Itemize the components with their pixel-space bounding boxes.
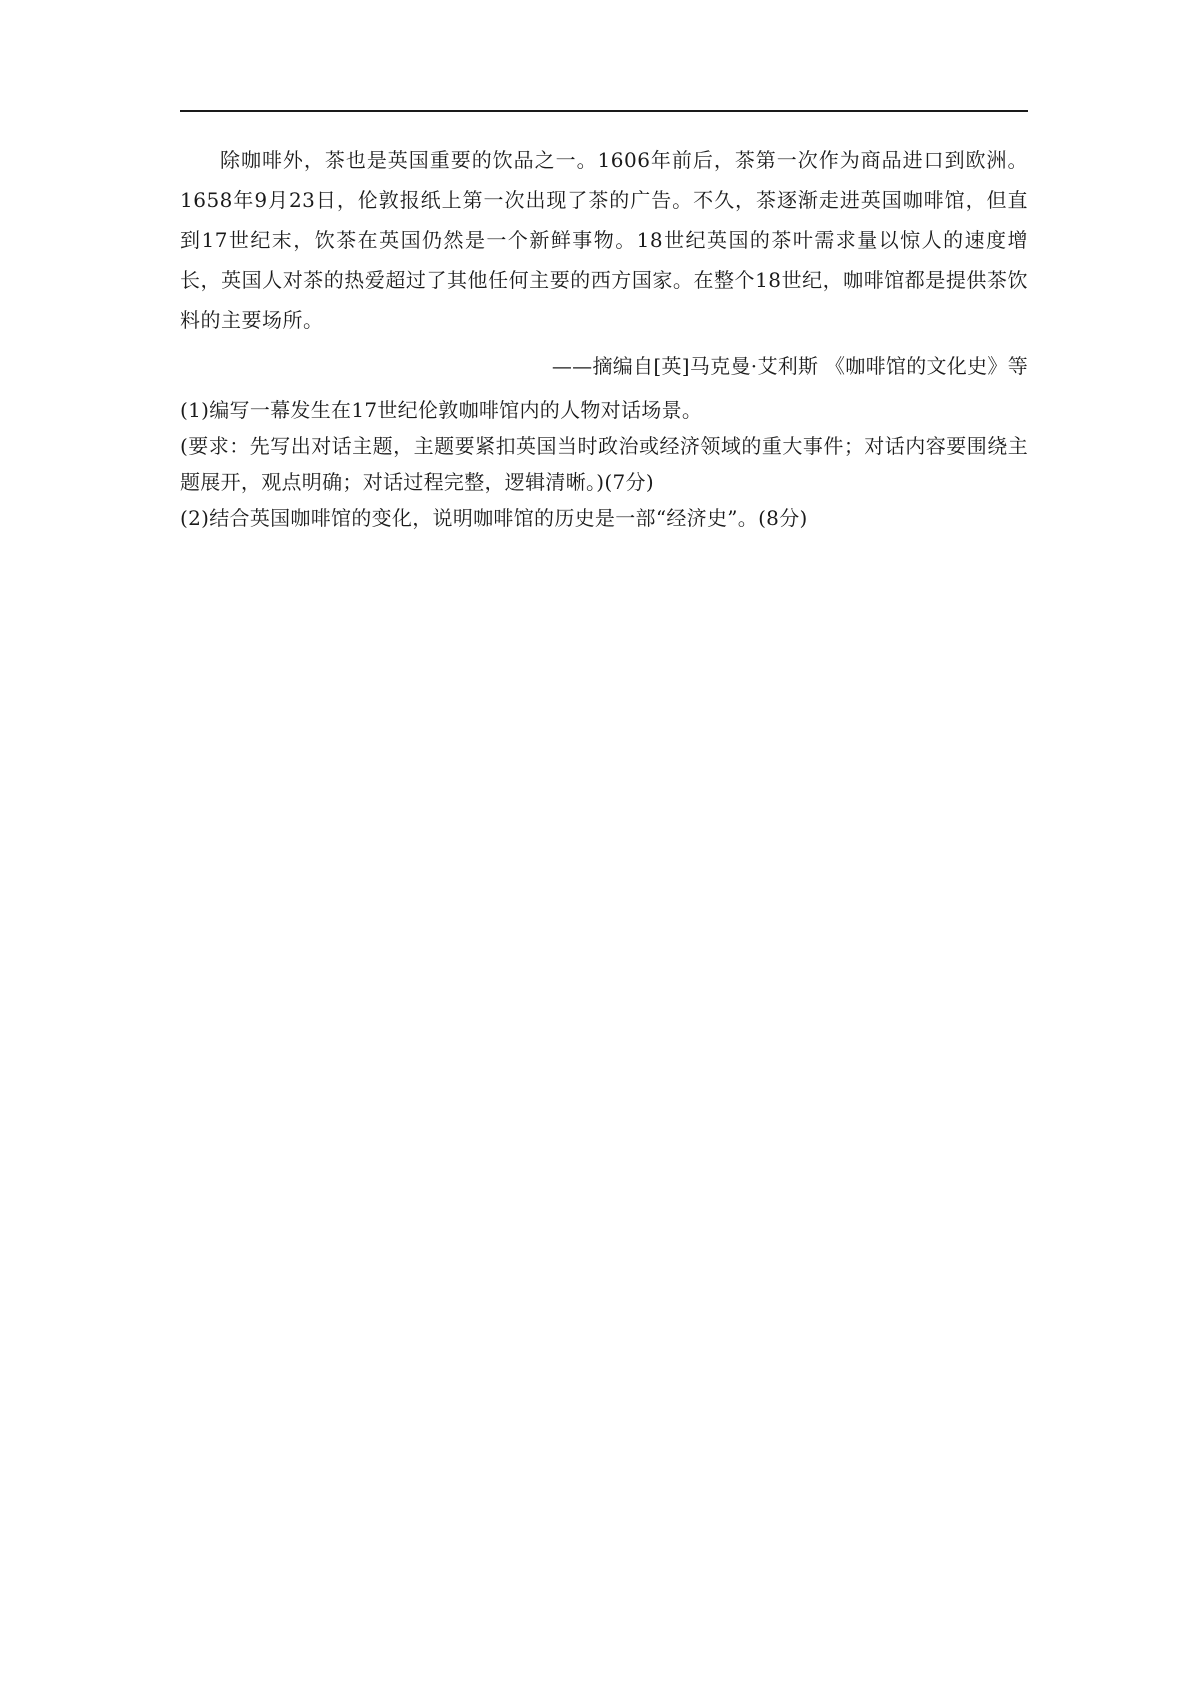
passage-source: ——摘编自[英]马克曼·艾利斯 《咖啡馆的文化史》等 bbox=[551, 354, 1028, 378]
question-2: (2)结合英国咖啡馆的变化，说明咖啡馆的历史是一部“经济史”。(8分) bbox=[180, 506, 808, 530]
question-1: (1)编写一幕发生在17世纪伦敦咖啡馆内的人物对话场景。 bbox=[180, 398, 703, 422]
header-rule bbox=[180, 110, 1028, 112]
question-1-requirements: (要求：先写出对话主题，主题要紧扣英国当时政治或经济领域的重大事件；对话内容要围绕主题展开，观点明确；对话过程完整，逻辑清晰。)(7分) bbox=[180, 434, 1028, 494]
document-content bbox=[180, 140, 1028, 536]
reading-passage: 除咖啡外，茶也是英国重要的饮品之一。1606年前后，茶第一次作为商品进口到欧洲。1658年9月23日，伦敦报纸上第一次出现了茶的广告。不久，茶逐渐走进英国咖啡馆，但直到17世纪末，饮茶在英国仍然是一个新鲜事物。18世纪英国的茶叶需求量以惊人的速度增长，英国人对茶的热爱超过了其他任何主要的西方国家。在整个18世纪，咖啡馆都是提供茶饮料的主要场所。 bbox=[180, 148, 1028, 332]
